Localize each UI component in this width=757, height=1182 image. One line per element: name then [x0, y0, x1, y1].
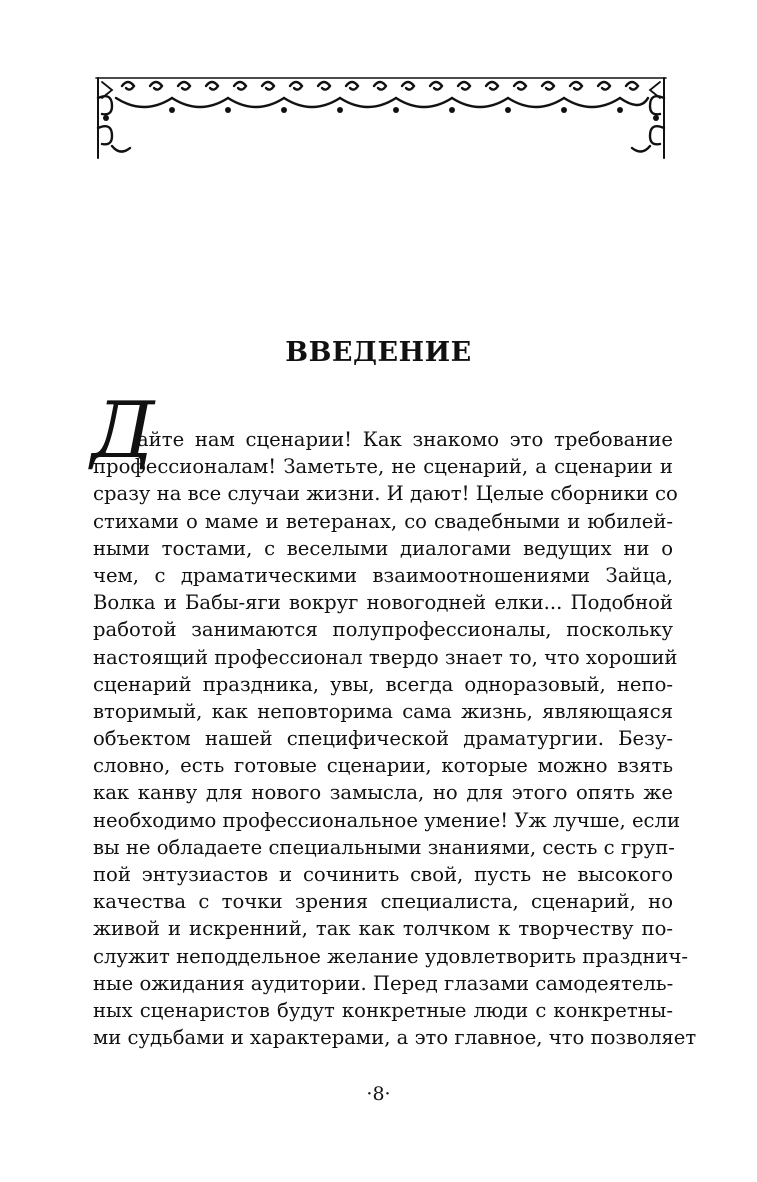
text-line: сценарий праздника, увы, всегда одноразовый, непо-: [93, 672, 673, 696]
text-line: как канву для нового замысла, но для этого опять же: [93, 781, 673, 805]
text-line: объектом нашей специфической драматургии. Безу-: [93, 727, 673, 751]
text-line: работой занимаются полупрофессионалы, поскольку: [93, 618, 673, 642]
text-line: вторимый, как неповторима сама жизнь, являющаяся: [93, 699, 673, 723]
decorative-header-ornament-icon: [92, 68, 670, 164]
page-number: ·8·: [366, 1083, 391, 1105]
text-line: словно, есть готовые сценарии, которые можно взять: [93, 754, 673, 778]
text-line: ных сценаристов будут конкретные люди с конкретны-: [93, 998, 673, 1022]
text-line: живой и искренний, так как толчком к творчеству по-: [93, 917, 673, 941]
drop-cap: Д: [91, 386, 155, 476]
text-line: настоящий профессионал твердо знает то, что хороший: [93, 645, 678, 669]
text-line: профессионалам! Заметьте, не сценарий, а сценарии и: [93, 455, 673, 479]
text-line: служит неподдельное желание удовлетворить празднич-: [93, 944, 689, 968]
body-paragraph: [91, 386, 697, 1051]
text-line: пой энтузиастов и сочинить свой, пусть не высокого: [93, 863, 673, 886]
text-line: Волка и Бабы-яги вокруг новогодней елки... Подобной: [93, 591, 673, 615]
text-line-content: айте нам сценарии! Как знакомо это требование: [137, 428, 673, 451]
text-line: ми судьбами и характерами, а это главное, что позволяет: [93, 1026, 697, 1050]
text-line: стихами о маме и ветеранах, со свадебными и юбилей-: [93, 509, 673, 533]
text-line: сразу на все случаи жизни. И дают! Целые сборники со: [93, 482, 678, 506]
text-line: ными тостами, с веселыми диалогами ведущих ни о: [93, 536, 673, 560]
text-line: качества с точки зрения специалиста, сценарий, но: [93, 890, 673, 914]
text-line: чем, с драматическими взаимоотношениями Зайца,: [93, 563, 673, 587]
chapter-heading: ВВЕДЕНИЕ: [285, 337, 472, 368]
text-line: необходимо профессиональное умение! Уж лучше, если: [93, 808, 681, 832]
text-line: ные ожидания аудитории. Перед глазами самодеятель-: [93, 971, 674, 995]
text-line: вы не обладаете специальными знаниями, сесть с груп-: [93, 835, 675, 859]
